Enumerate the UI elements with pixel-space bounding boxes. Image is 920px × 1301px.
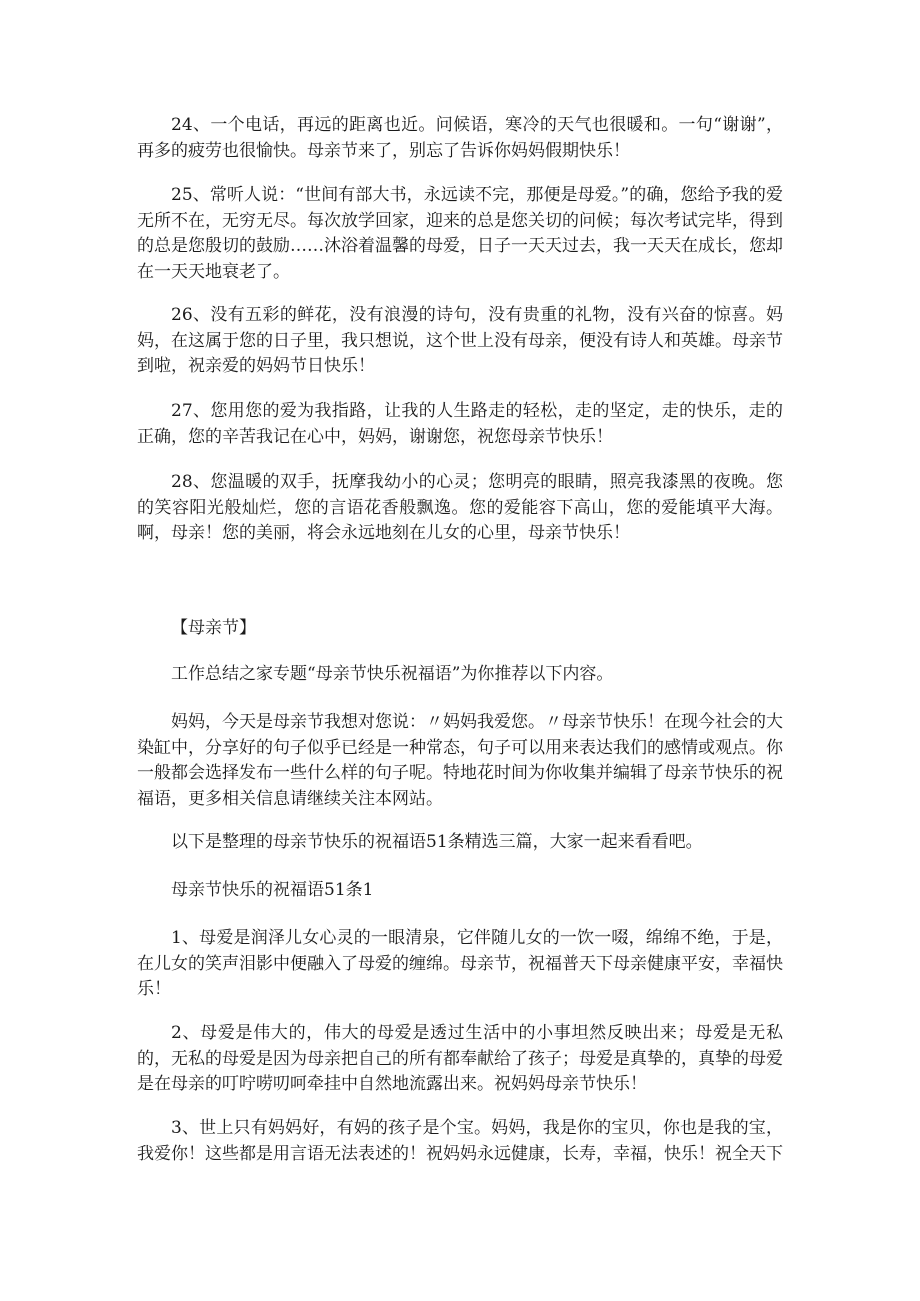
intro-paragraph: 工作总结之家专题“母亲节快乐祝福语”为你推荐以下内容。 [171,664,614,684]
section-heading: 【母亲节】 [171,618,256,638]
intro-paragraph-2: 妈妈，今天是母亲节我想对您说：〃妈妈我爱您。〃母亲节快乐！在现今社会的大染缸中，分享好的句子似乎已经是一种常态，句子可以用来表达我们的感情或观点。你一般都会选择发布一些什么样的句子呢。特地花时间为你收集并编辑了母亲节快乐的祝福语，更多相关信息请继续关注本网站。 [137,712,783,809]
paragraph-28: 28、您温暖的双手，抚摩我幼小的心灵；您明亮的眼睛，照亮我漆黑的夜晚。您的笑容阳光般灿烂，您的言语花香般飘逸。您的爱能容下高山，您的爱能填平大海。啊，母亲！您的美丽，将会永远地刻在儿女的心里，母亲节快乐！ [137,472,783,543]
paragraph-1: 1、母爱是润泽儿女心灵的一眼清泉，它伴随儿女的一饮一啜，绵绵不绝，于是，在儿女的笑声泪影中便融入了母爱的缠绵。母亲节，祝福普天下母亲健康平安，幸福快乐！ [137,928,783,999]
paragraph-24: 24、一个电话，再远的距离也近。问候语，寒冷的天气也很暖和。一句“谢谢”，再多的疲劳也很愉快。母亲节来了，别忘了告诉你妈妈假期快乐！ [137,115,783,161]
paragraph-27: 27、您用您的爱为我指路，让我的人生路走的轻松，走的坚定，走的快乐，走的正确，您的辛苦我记在心中，妈妈，谢谢您，祝您母亲节快乐！ [137,401,783,447]
paragraph-26: 26、没有五彩的鲜花，没有浪漫的诗句，没有贵重的礼物，没有兴奋的惊喜。妈妈，在这属于您的日子里，我只想说，这个世上没有母亲，便没有诗人和英雄。母亲节到啦，祝亲爱的妈妈节日快乐！ [137,305,783,376]
intro-paragraph-3: 以下是整理的母亲节快乐的祝福语51条精选三篇，大家一起来看看吧。 [171,832,703,852]
paragraph-3: 3、世上只有妈妈好，有妈的孩子是个宝。妈妈，我是你的宝贝，你也是我的宝，我爱你！这些都是用言语无法表述的！祝妈妈永远健康，长寿，幸福，快乐！祝全天下 [137,1118,783,1164]
paragraph-2: 2、母爱是伟大的，伟大的母爱是透过生活中的小事坦然反映出来；母爱是无私的，无私的母爱是因为母亲把自己的所有都奉献给了孩子；母爱是真挚的，真挚的母爱是在母亲的叮咛唠叨呵牵挂中自然地流露出来。祝妈妈母亲节快乐！ [137,1023,783,1094]
paragraph-25: 25、常听人说：“世间有部大书，永远读不完，那便是母爱。”的确，您给予我的爱无所不在，无穷无尽。每次放学回家，迎来的总是您关切的问候；每次考试完毕，得到的总是您殷切的鼓励……沐浴着温馨的母爱，日子一天天过去，我一天天在成长，您却在一天天地衰老了。 [137,185,783,282]
subheading: 母亲节快乐的祝福语51条1 [171,880,374,900]
